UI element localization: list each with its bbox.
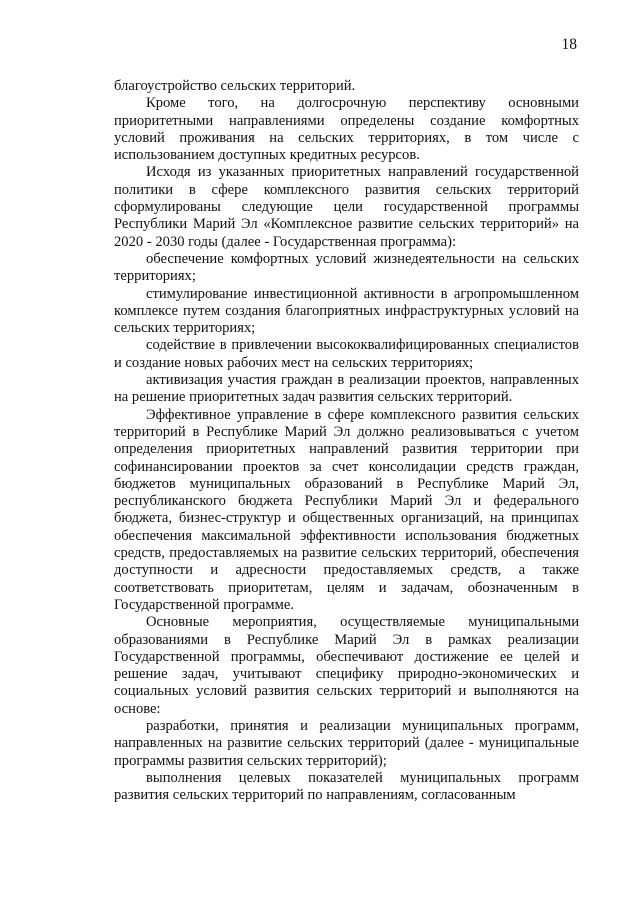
- paragraph: выполнения целевых показателей муниципальных программ развития сельских территорий по направлениям, согласованным: [114, 769, 579, 804]
- paragraph: Исходя из указанных приоритетных направлений государственной политики в сфере комплексного развития сельских территорий сформулированы следующие цели государственной программы Республики Марий Эл «Комплексное развитие сельских территорий» на 2020 - 2030 годы (далее - Государственная программа):: [114, 164, 579, 250]
- page-number: 18: [561, 36, 577, 53]
- paragraph: обеспечение комфортных условий жизнедеятельности на сельских территориях;: [114, 250, 579, 285]
- paragraph: Основные мероприятия, осуществляемые муниципальными образованиями в Республике Марий Эл в рамках реализации Государственной программы, обеспечивают достижение ее целей и решение задач, учитывают специфику природно-экономических и социальных условий развития сельских территорий и выполняются на основе:: [114, 614, 579, 717]
- paragraph: Эффективное управление в сфере комплексного развития сельских территорий в Республике Марий Эл должно реализовываться с учетом определения приоритетных направлений развития территории при софинансировании проектов за счет консолидации средств граждан, бюджетов муниципальных образований в Республике Марий Эл, республиканского бюджета Республики Марий Эл и федерального бюджета, бизнес-структур и общественных организаций, на принципах обеспечения максимальной эффективности использования бюджетных средств, предоставляемых на развитие сельских территорий, обеспечения доступности и адресности предоставляемых средств, а также соответствовать приоритетам, целям и задачам, обозначенным в Государственной программе.: [114, 406, 579, 613]
- paragraph: разработки, принятия и реализации муниципальных программ, направленных на развитие сельских территорий (далее - муниципальные программы развития сельских территорий);: [114, 717, 579, 769]
- paragraph: активизация участия граждан в реализации проектов, направленных на решение приоритетных задач развития сельских территорий.: [114, 372, 579, 406]
- paragraph: стимулирование инвестиционной активности в агропромышленном комплексе путем создания благоприятных инфраструктурных условий на сельских территориях;: [114, 285, 579, 337]
- paragraph: благоустройство сельских территорий.: [114, 78, 356, 94]
- paragraph: содействие в привлечении высококвалифицированных специалистов и создание новых рабочих мест на сельских территориях;: [114, 337, 579, 371]
- paragraph: Кроме того, на долгосрочную перспективу основными приоритетными направлениями определены создание комфортных условий проживания на сельских территориях, в том числе с использованием доступных кредитных ресурсов.: [114, 95, 579, 164]
- body-text: [114, 78, 579, 804]
